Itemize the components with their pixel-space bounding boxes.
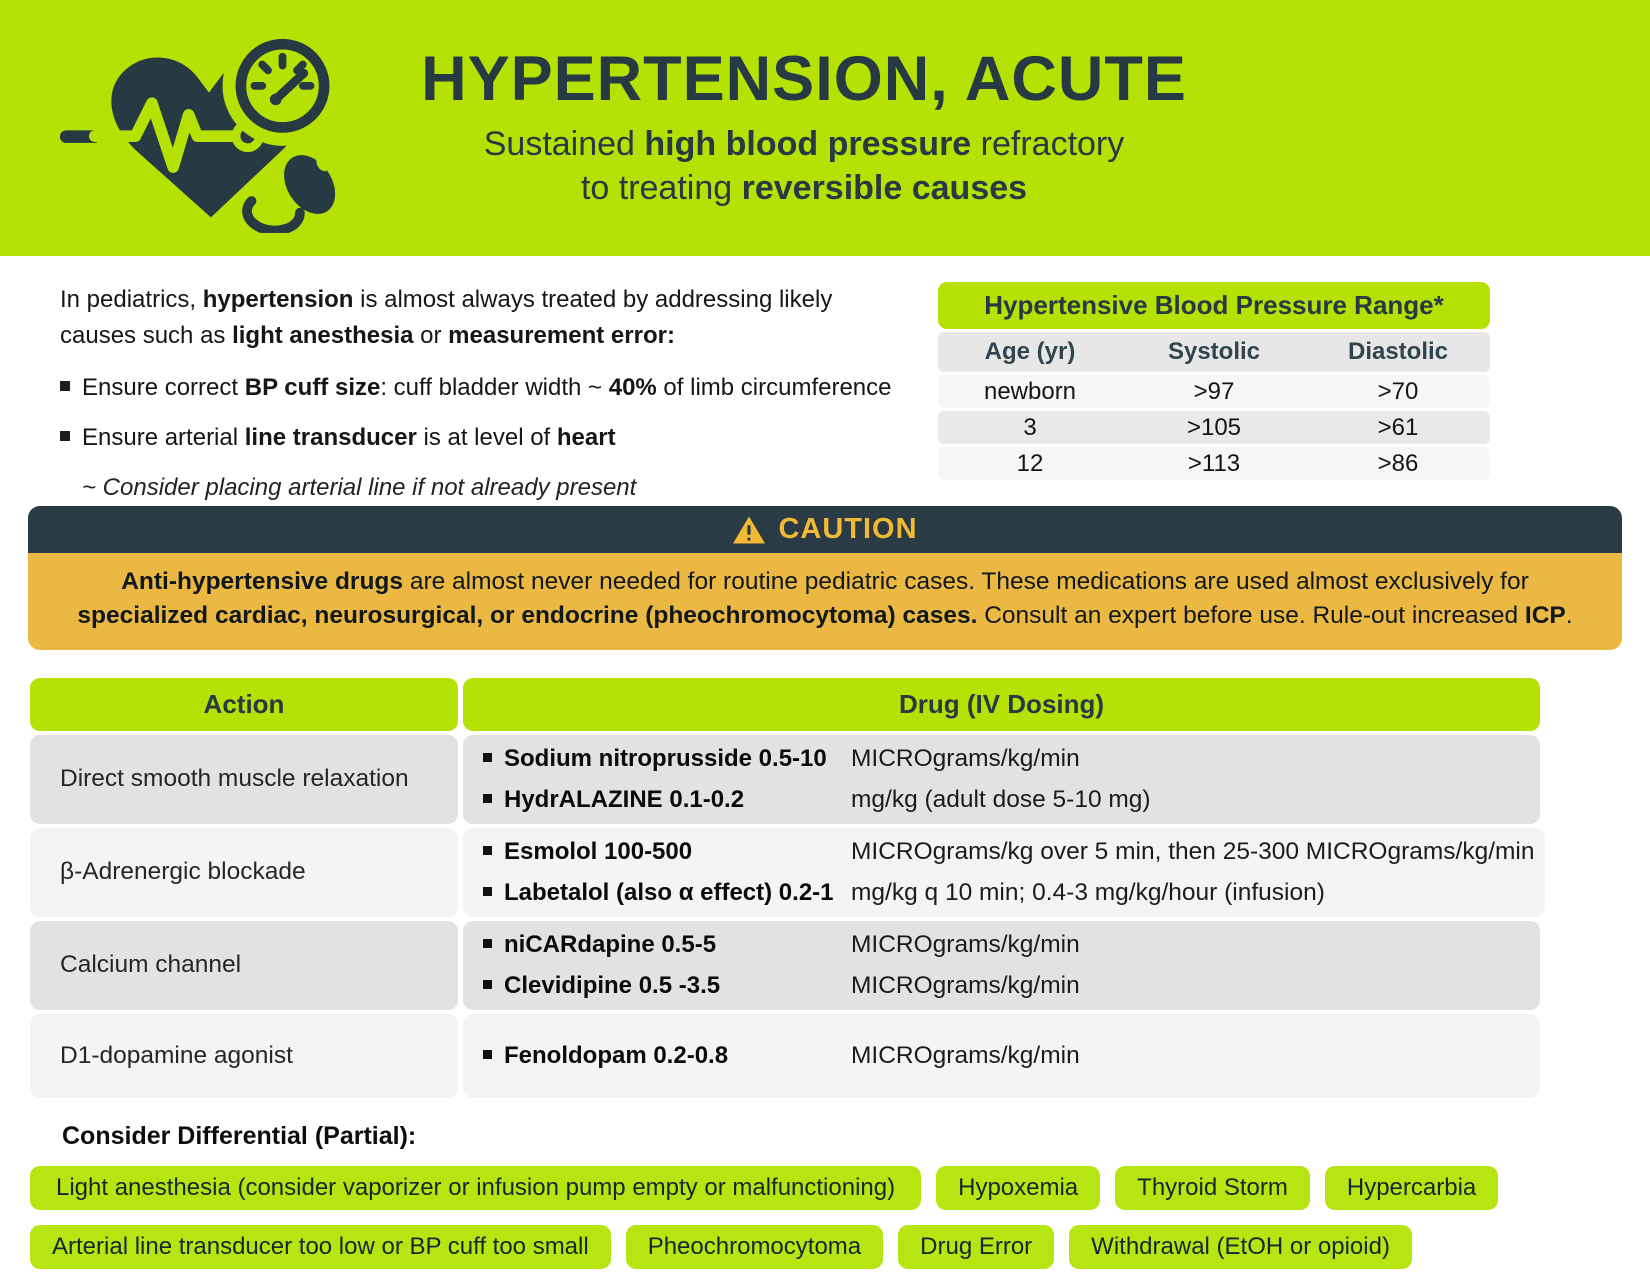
- bp-table-header-row: [938, 332, 1490, 372]
- table-row: Calcium channel niCARdapine 0.5-5 MICROgrams/kg/min Clevidipine 0.5 -3.5 MICROgrams/kg/min: [30, 921, 1540, 1010]
- square-bullet-icon: [483, 887, 492, 896]
- square-bullet-icon: [483, 980, 492, 989]
- square-bullet-icon: [483, 1050, 492, 1059]
- drug-table-header-row: [30, 678, 1540, 731]
- drug-entry: Clevidipine 0.5 -3.5 MICROgrams/kg/min: [483, 972, 1530, 1000]
- drug-entry: HydrALAZINE 0.1-0.2 mg/kg (adult dose 5-10 mg): [483, 786, 1530, 814]
- warning-triangle-icon: [732, 515, 766, 545]
- drug-entry: Fenoldopam 0.2-0.8 MICROgrams/kg/min: [483, 1042, 1530, 1070]
- caution-text: Anti-hypertensive drugs are almost never needed for routine pediatric cases. These medications are used almost exclusively for specialized cardiac, neurosurgical, or endocrine (pheochromocytoma) cases. Consult an expert before use. Rule-out increased ICP.: [28, 553, 1622, 650]
- bp-col-age: Age (yr): [984, 338, 1076, 365]
- differential-pill: Pheochromocytoma: [626, 1225, 883, 1269]
- differential-pill: Hypercarbia: [1325, 1166, 1498, 1210]
- differential-pill: Light anesthesia (consider vaporizer or infusion pump empty or malfunctioning): [30, 1166, 921, 1210]
- bp-range-table: [938, 282, 1490, 506]
- differential-pill: Thyroid Storm: [1115, 1166, 1310, 1210]
- drug-entry: Labetalol (also α effect) 0.2-1 mg/kg q 10 min; 0.4-3 mg/kg/hour (infusion): [483, 879, 1535, 907]
- differential-heading: Consider Differential (Partial):: [62, 1121, 417, 1150]
- table-row: 12 >113 >86: [938, 447, 1490, 480]
- intro-paragraph: In pediatrics, hypertension is almost always treated by addressing likely causes such as light anesthesia or measurement error:: [60, 286, 833, 349]
- differential-pill: Hypoxemia: [936, 1166, 1100, 1210]
- drug-column-header: Drug (IV Dosing): [463, 678, 1540, 731]
- page-subtitle: Sustained high blood pressure refractory to treating reversible causes: [483, 124, 1125, 208]
- differential-pill: Drug Error: [898, 1225, 1054, 1269]
- square-bullet-icon: [483, 846, 492, 855]
- square-bullet-icon: [60, 381, 70, 391]
- heart-bp-gauge-icon: [58, 18, 358, 238]
- drug-entry: Sodium nitroprusside 0.5-10 MICROgrams/kg/min: [483, 745, 1530, 773]
- bullet-cuff-size: Ensure correct BP cuff size: cuff bladder width ~ 40% of limb circumference: [60, 370, 905, 406]
- table-row: β-Adrenergic blockade Esmolol 100-500 MICROgrams/kg over 5 min, then 25-300 MICROgrams/kg/min Labetalol (also α effect) 0.2-1 mg/kg q 10 min; 0.4-3 mg/kg/hour (infusion): [30, 828, 1540, 917]
- bullet-transducer: Ensure arterial line transducer is at level of heart: [60, 420, 905, 456]
- header-banner: [0, 0, 1650, 256]
- table-row: 3 >105 >61: [938, 411, 1490, 444]
- differential-row-1: [30, 1166, 1620, 1210]
- drug-dosing-table: [30, 678, 1540, 1098]
- differential-pill: Withdrawal (EtOH or opioid): [1069, 1225, 1412, 1269]
- table-row: Direct smooth muscle relaxation Sodium nitroprusside 0.5-10 MICROgrams/kg/min HydrALAZINE 0.1-0.2 mg/kg (adult dose 5-10 mg): [30, 735, 1540, 824]
- drug-entry: Esmolol 100-500 MICROgrams/kg over 5 min, then 25-300 MICROgrams/kg/min: [483, 838, 1535, 866]
- caution-header: [28, 506, 1622, 553]
- drug-entry: niCARdapine 0.5-5 MICROgrams/kg/min: [483, 931, 1530, 959]
- differential-section: [30, 1122, 1620, 1269]
- differential-row-2: [30, 1225, 1620, 1269]
- table-row: D1-dopamine agonist Fenoldopam 0.2-0.8 MICROgrams/kg/min: [30, 1014, 1540, 1098]
- caution-banner: [28, 506, 1622, 650]
- square-bullet-icon: [60, 431, 70, 441]
- square-bullet-icon: [483, 794, 492, 803]
- square-bullet-icon: [483, 939, 492, 948]
- caution-label: CAUTION: [778, 513, 918, 545]
- intro-section: [0, 256, 1650, 506]
- bp-col-diastolic: Diastolic: [1347, 338, 1449, 365]
- bp-table-title: Hypertensive Blood Pressure Range*: [938, 282, 1490, 329]
- intro-text: [60, 282, 905, 506]
- arterial-line-note: ~ Consider placing arterial line if not already present: [82, 474, 637, 501]
- table-row: newborn >97 >70: [938, 375, 1490, 408]
- differential-pill: Arterial line transducer too low or BP cuff too small: [30, 1225, 611, 1269]
- action-column-header: Action: [30, 678, 458, 731]
- bp-col-systolic: Systolic: [1167, 338, 1261, 365]
- square-bullet-icon: [483, 753, 492, 762]
- page-title: HYPERTENSION, ACUTE: [421, 43, 1187, 114]
